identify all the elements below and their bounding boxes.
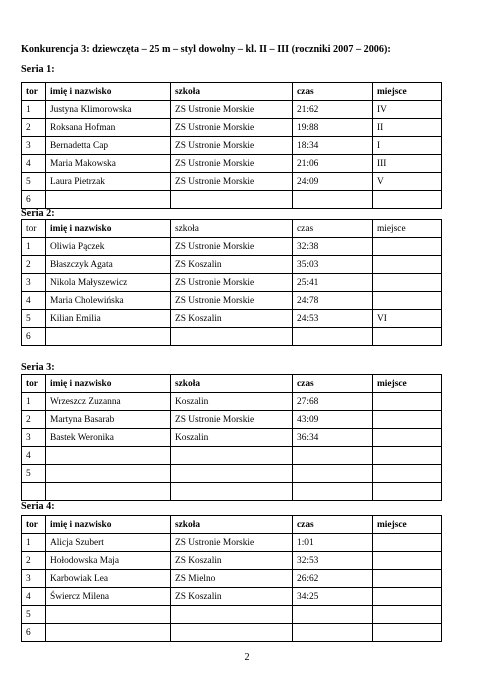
header-place: miejsce (373, 83, 442, 101)
table-row (22, 552, 442, 570)
page-title: Konkurencja 3: dziewczęta – 25 m – styl dowolny – kl. II – III (roczniki 2007 – 2006): (21, 44, 391, 55)
series-1-label: Seria 1: (21, 64, 55, 75)
school-cell: ZS Mielno (171, 570, 293, 588)
header-name: imię i nazwisko (46, 375, 171, 393)
time-cell: 21:06 (293, 155, 373, 173)
school-cell (171, 483, 293, 501)
table-row (22, 624, 442, 642)
time-cell (293, 447, 373, 465)
header-school: szkoła (171, 375, 293, 393)
place-cell (373, 447, 442, 465)
header-school: szkoła (171, 516, 293, 534)
time-cell: 19:88 (293, 119, 373, 137)
place-cell: I (373, 137, 442, 155)
lane-cell: 4 (22, 292, 46, 310)
school-cell: ZS Ustronie Morskie (171, 411, 293, 429)
name-cell: Alicja Szubert (46, 534, 171, 552)
header-time: czas (293, 516, 373, 534)
time-cell: 27:68 (293, 393, 373, 411)
table-row (22, 393, 442, 411)
school-cell: ZS Koszalin (171, 588, 293, 606)
table-header-row (22, 375, 442, 393)
school-cell: Koszalin (171, 393, 293, 411)
school-cell (171, 447, 293, 465)
lane-cell: 2 (22, 411, 46, 429)
header-name: imię i nazwisko (46, 220, 171, 238)
place-cell (373, 624, 442, 642)
page-number: 2 (244, 652, 250, 663)
lane-cell: 4 (22, 588, 46, 606)
school-cell: ZS Ustronie Morskie (171, 274, 293, 292)
time-cell: 32:38 (293, 238, 373, 256)
table-row (22, 256, 442, 274)
table-row (22, 119, 442, 137)
name-cell: Maria Makowska (46, 155, 171, 173)
time-cell: 32:53 (293, 552, 373, 570)
time-cell: 18:34 (293, 137, 373, 155)
school-cell: ZS Ustronie Morskie (171, 119, 293, 137)
school-cell: ZS Ustronie Morskie (171, 292, 293, 310)
school-cell (171, 624, 293, 642)
name-cell: Laura Pietrzak (46, 173, 171, 191)
place-cell (373, 256, 442, 274)
school-cell: ZS Ustronie Morskie (171, 155, 293, 173)
name-cell: Roksana Hofman (46, 119, 171, 137)
lane-cell: 5 (22, 173, 46, 191)
name-cell (46, 606, 171, 624)
time-cell: 26:62 (293, 570, 373, 588)
lane-cell: 3 (22, 274, 46, 292)
time-cell: 36:34 (293, 429, 373, 447)
table-row (22, 101, 442, 119)
header-place: miejsce (373, 220, 442, 238)
table-header-row (22, 220, 442, 238)
lane-cell: 4 (22, 447, 46, 465)
lane-cell: 1 (22, 393, 46, 411)
name-cell (46, 624, 171, 642)
time-cell: 1:01 (293, 534, 373, 552)
name-cell (46, 191, 171, 209)
place-cell: IV (373, 101, 442, 119)
name-cell: Błaszczyk Agata (46, 256, 171, 274)
place-cell (373, 552, 442, 570)
table-row (22, 191, 442, 209)
lane-cell: 3 (22, 137, 46, 155)
school-cell (171, 328, 293, 346)
name-cell (46, 328, 171, 346)
lane-cell: 6 (22, 624, 46, 642)
header-place: miejsce (373, 516, 442, 534)
table-row (22, 606, 442, 624)
time-cell (293, 624, 373, 642)
lane-cell: 3 (22, 429, 46, 447)
header-tor: tor (22, 516, 46, 534)
table-row (22, 534, 442, 552)
lane-cell: 2 (22, 119, 46, 137)
school-cell: ZS Koszalin (171, 256, 293, 274)
header-tor: tor (22, 83, 46, 101)
name-cell (46, 447, 171, 465)
place-cell: II (373, 119, 442, 137)
lane-cell: 1 (22, 238, 46, 256)
header-name: imię i nazwisko (46, 516, 171, 534)
place-cell: V (373, 173, 442, 191)
name-cell (46, 483, 171, 501)
header-tor: tor (22, 375, 46, 393)
time-cell: 35:03 (293, 256, 373, 274)
table-row (22, 483, 442, 501)
name-cell: Justyna Klimorowska (46, 101, 171, 119)
table-row (22, 310, 442, 328)
school-cell: ZS Koszalin (171, 552, 293, 570)
name-cell: Bastek Weronika (46, 429, 171, 447)
school-cell: ZS Ustronie Morskie (171, 173, 293, 191)
series-3-label: Seria 3: (21, 362, 55, 373)
header-school: szkoła (171, 220, 293, 238)
place-cell (373, 429, 442, 447)
lane-cell (22, 483, 46, 501)
time-cell (293, 191, 373, 209)
lane-cell: 6 (22, 191, 46, 209)
time-cell (293, 465, 373, 483)
header-time: czas (293, 375, 373, 393)
lane-cell: 5 (22, 465, 46, 483)
school-cell (171, 606, 293, 624)
table-row (22, 588, 442, 606)
place-cell (373, 570, 442, 588)
lane-cell: 5 (22, 606, 46, 624)
place-cell (373, 483, 442, 501)
table-row (22, 570, 442, 588)
header-tor: tor (22, 220, 46, 238)
header-name: imię i nazwisko (46, 83, 171, 101)
table-row (22, 429, 442, 447)
series-1-table (21, 82, 442, 209)
table-row (22, 238, 442, 256)
table-row (22, 411, 442, 429)
time-cell (293, 606, 373, 624)
place-cell: III (373, 155, 442, 173)
table-row (22, 155, 442, 173)
name-cell: Nikola Małyszewicz (46, 274, 171, 292)
school-cell (171, 465, 293, 483)
school-cell: ZS Ustronie Morskie (171, 137, 293, 155)
time-cell: 43:09 (293, 411, 373, 429)
place-cell (373, 606, 442, 624)
lane-cell: 2 (22, 256, 46, 274)
place-cell (373, 238, 442, 256)
place-cell (373, 588, 442, 606)
place-cell (373, 274, 442, 292)
school-cell: ZS Ustronie Morskie (171, 534, 293, 552)
time-cell: 21:62 (293, 101, 373, 119)
place-cell (373, 292, 442, 310)
school-cell: ZS Koszalin (171, 310, 293, 328)
lane-cell: 6 (22, 328, 46, 346)
time-cell (293, 483, 373, 501)
name-cell: Martyna Basarab (46, 411, 171, 429)
series-2-table (21, 219, 442, 346)
place-cell (373, 465, 442, 483)
table-header-row (22, 83, 442, 101)
header-time: czas (293, 220, 373, 238)
lane-cell: 5 (22, 310, 46, 328)
name-cell: Hołodowska Maja (46, 552, 171, 570)
school-cell: ZS Ustronie Morskie (171, 101, 293, 119)
table-header-row (22, 516, 442, 534)
name-cell: Oliwia Pączek (46, 238, 171, 256)
name-cell: Maria Cholewińska (46, 292, 171, 310)
place-cell (373, 328, 442, 346)
name-cell: Wrzeszcz Zuzanna (46, 393, 171, 411)
time-cell: 34:25 (293, 588, 373, 606)
lane-cell: 3 (22, 570, 46, 588)
time-cell: 24:78 (293, 292, 373, 310)
table-row (22, 137, 442, 155)
series-4-table (21, 515, 442, 642)
school-cell (171, 191, 293, 209)
school-cell: Koszalin (171, 429, 293, 447)
name-cell: Kilian Emilia (46, 310, 171, 328)
place-cell (373, 393, 442, 411)
header-place: miejsce (373, 375, 442, 393)
name-cell (46, 465, 171, 483)
name-cell: Karbowiak Lea (46, 570, 171, 588)
school-cell: ZS Ustronie Morskie (171, 238, 293, 256)
table-row (22, 292, 442, 310)
time-cell: 24:09 (293, 173, 373, 191)
lane-cell: 1 (22, 534, 46, 552)
time-cell: 24:53 (293, 310, 373, 328)
lane-cell: 2 (22, 552, 46, 570)
place-cell (373, 191, 442, 209)
lane-cell: 4 (22, 155, 46, 173)
place-cell: VI (373, 310, 442, 328)
time-cell (293, 328, 373, 346)
table-row (22, 447, 442, 465)
header-time: czas (293, 83, 373, 101)
series-2-label: Seria 2: (21, 208, 55, 219)
header-school: szkoła (171, 83, 293, 101)
table-row (22, 465, 442, 483)
table-row (22, 173, 442, 191)
name-cell: Świercz Milena (46, 588, 171, 606)
series-4-label: Seria 4: (21, 501, 55, 512)
name-cell: Bernadetta Cap (46, 137, 171, 155)
place-cell (373, 411, 442, 429)
table-row (22, 274, 442, 292)
series-3-table (21, 374, 442, 501)
lane-cell: 1 (22, 101, 46, 119)
place-cell (373, 534, 442, 552)
time-cell: 25:41 (293, 274, 373, 292)
table-row (22, 328, 442, 346)
